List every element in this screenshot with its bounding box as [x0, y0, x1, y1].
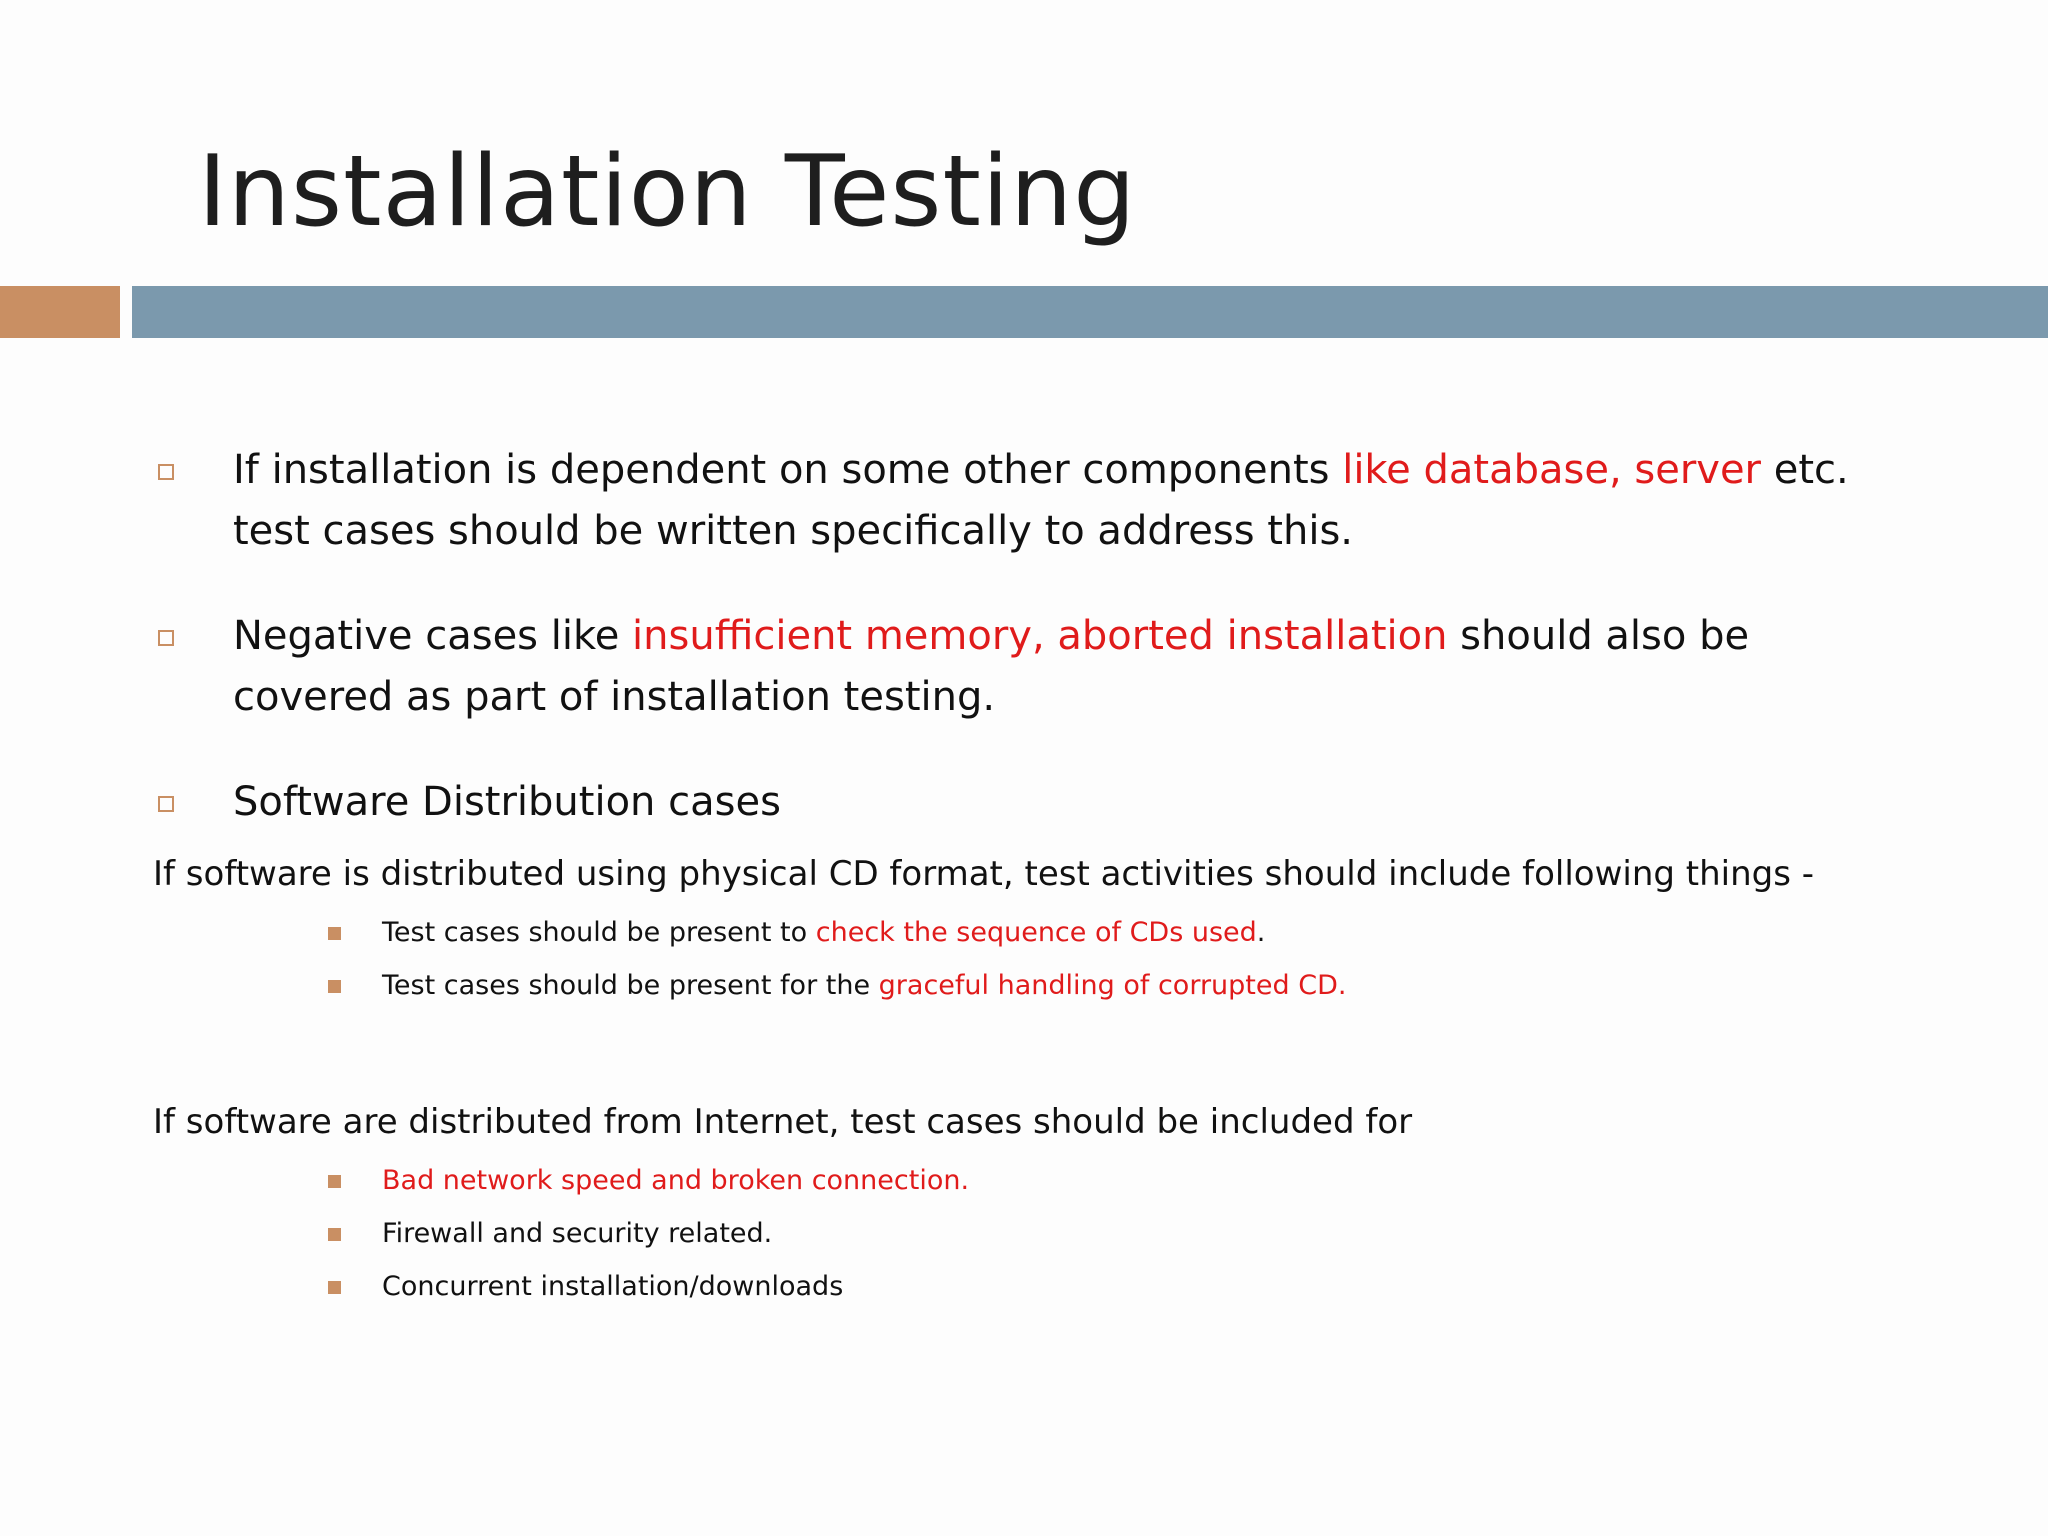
bullet-text-part: Negative cases like	[233, 613, 633, 659]
internet-item-2	[0, 1216, 2048, 1256]
slide-title: Installation Testing	[198, 135, 1137, 249]
cd-item-highlight: check the sequence of CDs used	[815, 917, 1257, 948]
accent-bar-right	[132, 286, 2048, 338]
cd-item-text-part: Test cases should be present for the	[382, 970, 879, 1001]
cd-intro-text: If software is distributed using physical CD format, test activities should include following things -	[153, 854, 1815, 894]
square-bullet-icon	[158, 464, 174, 480]
internet-item-text: Firewall and security related.	[382, 1218, 773, 1249]
internet-item-3	[0, 1269, 2048, 1309]
square-bullet-icon	[328, 1228, 341, 1241]
square-bullet-icon	[158, 796, 174, 812]
accent-bar-left	[0, 286, 120, 338]
internet-item-text: Bad network speed and broken connection.	[382, 1165, 970, 1196]
bullet-text: Software Distribution cases	[233, 779, 781, 825]
cd-item-1	[0, 915, 2048, 955]
bullet-highlight: insufficient memory, aborted installation	[632, 613, 1448, 659]
square-bullet-icon	[328, 927, 341, 940]
bullet-text	[233, 440, 1913, 562]
internet-item-1	[0, 1163, 2048, 1203]
internet-item-text: Concurrent installation/downloads	[382, 1271, 844, 1302]
square-bullet-icon	[158, 630, 174, 646]
internet-intro-text: If software are distributed from Internet, test cases should be included for	[153, 1102, 1413, 1142]
square-bullet-icon	[328, 980, 341, 993]
bullet-highlight: like database, server	[1342, 447, 1761, 493]
bullet-text-part: should also be covered as part of installation testing.	[233, 613, 1750, 720]
cd-item-highlight: graceful handling of corrupted CD.	[878, 970, 1347, 1001]
cd-item-text-part: Test cases should be present to	[382, 917, 816, 948]
square-bullet-icon	[328, 1175, 341, 1188]
cd-item-text	[382, 968, 1346, 1004]
cd-item-text-part: .	[1256, 917, 1266, 948]
square-bullet-icon	[328, 1281, 341, 1294]
cd-item-2	[0, 968, 2048, 1008]
bullet-text-part: etc. test cases should be written specifically to address this.	[233, 447, 1849, 554]
bullet-text	[233, 606, 1913, 728]
bullet-text-part: If installation is dependent on some other components	[233, 447, 1343, 493]
cd-item-text	[382, 915, 1265, 951]
